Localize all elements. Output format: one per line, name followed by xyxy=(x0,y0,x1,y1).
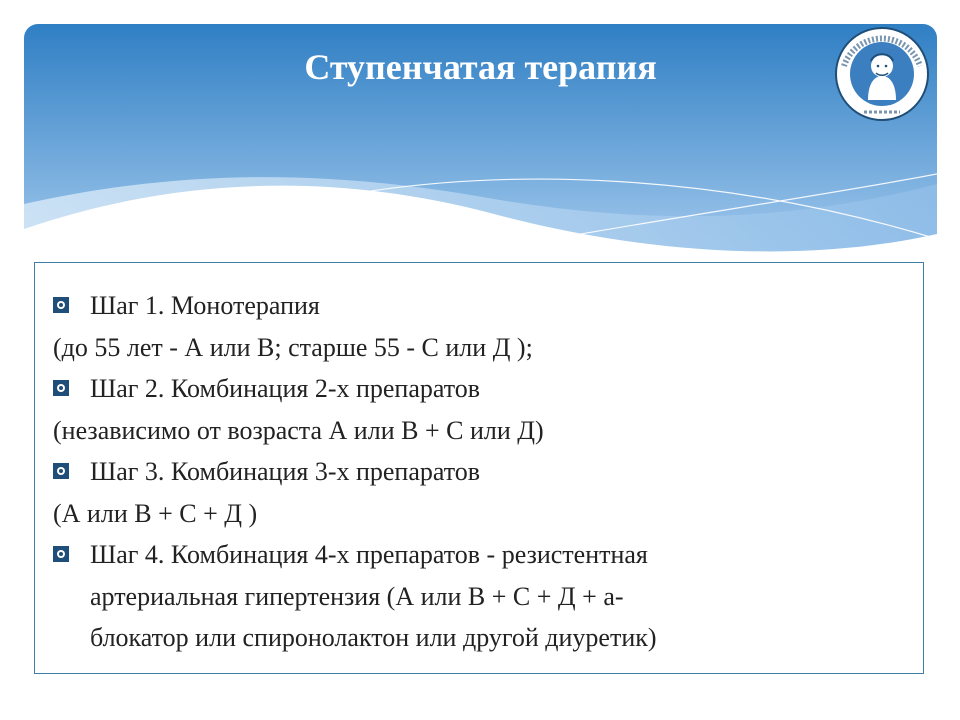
step-detail-line xyxy=(53,493,913,535)
step-detail-line xyxy=(53,410,913,452)
step-continuation-line xyxy=(53,617,913,659)
content-lines xyxy=(53,285,913,659)
content-box xyxy=(34,262,924,674)
line-text: (независимо от возраста А или В + С или Д) xyxy=(53,415,544,445)
step-continuation-line xyxy=(53,576,913,618)
line-text: (А или В + С + Д ) xyxy=(53,498,258,528)
bullet-icon xyxy=(53,297,69,313)
line-text: артериальная гипертензия (А или В + С + Д + а- xyxy=(90,581,624,611)
line-text: Шаг 1. Монотерапия xyxy=(90,291,320,320)
bullet-icon xyxy=(53,463,69,479)
step-detail-line xyxy=(53,327,913,369)
line-text: Шаг 3. Комбинация 3-х препаратов xyxy=(90,457,481,486)
step-bullet-item xyxy=(53,534,913,576)
bullet-icon xyxy=(53,546,69,562)
foundation-seal-logo xyxy=(824,26,938,122)
slide-title: Ступенчатая терапия xyxy=(304,47,657,87)
line-text: Шаг 2. Комбинация 2-х препаратов xyxy=(90,374,481,403)
line-text: блокатор или спиронолактон или другой диуретик) xyxy=(90,623,657,652)
line-text: (до 55 лет - А или В; старше 55 - С или Д ); xyxy=(53,332,533,362)
bullet-icon xyxy=(53,380,69,396)
step-bullet-item xyxy=(53,368,913,410)
step-bullet-item xyxy=(53,451,913,493)
line-text: Шаг 4. Комбинация 4-х препаратов - резистентная xyxy=(90,540,648,569)
step-bullet-item xyxy=(53,285,913,327)
